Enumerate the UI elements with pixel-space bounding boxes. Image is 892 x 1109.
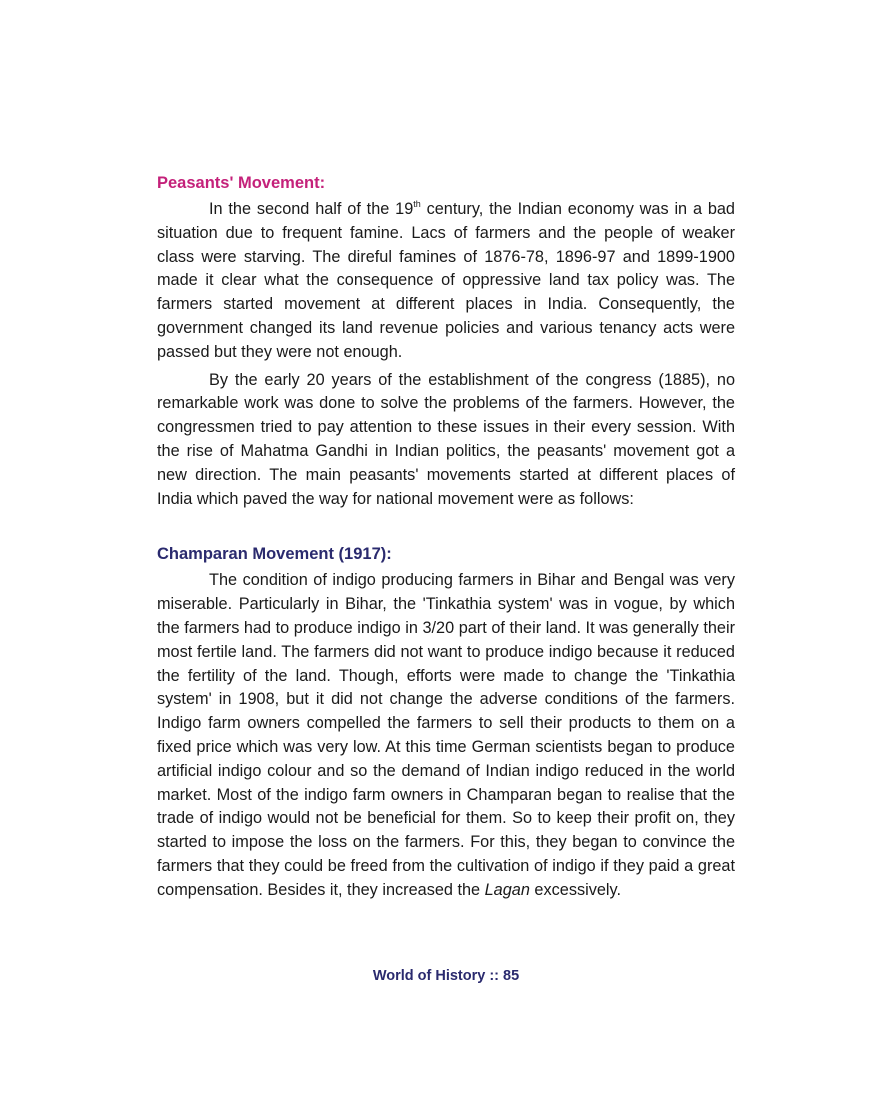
italic-term: Lagan — [484, 880, 530, 899]
paragraph — [157, 569, 735, 902]
superscript: th — [413, 199, 421, 209]
section-heading: Peasants' Movement: — [157, 174, 326, 192]
paragraph-text: The condition of indigo producing farmers in Bihar and Bengal was very miserable. Particularly in Bihar, the 'Tinkathia system' was in vogue, by which the farmers had to produce indigo in 3/20 part of their land. It was generally their most fertile land. The farmers did not want to produce indigo because it reduced the fertility of the land. Though, efforts were made to change the 'Tinkathia system' in 1908, but it did not change the adverse conditions of the farmers. Indigo farm owners compelled the farmers to sell their products to them on a fixed price which was very low. At this time German scientists began to produce artificial indigo colour and so the demand of Indian indigo reduced in the world market. Most of the indigo farm owners in Champaran began to realise that the trade of indigo would not be beneficial for them. So to keep their profit on, they started to impose the loss on the farmers. For this, they began to convince the farmers that they could be freed from the cultivation of indigo if they paid a great compensation. Besides it, they increased the — [157, 571, 735, 899]
section-champaran-movement — [157, 543, 735, 902]
page-footer: World of History :: 85 — [372, 968, 520, 984]
paragraph-text: century, the Indian economy was in a bad situation due to frequent famine. Lacs of farmers and the people of weaker class were starving. The direful famines of 1876-78, 1896-97 and 1899-1900 made it clear what the consequence of oppressive land tax policy was. The farmers started movement at different places in India. Consequently, the government changed its land revenue policies and various tenancy acts were passed but they were not enough. — [157, 200, 735, 361]
paragraph — [157, 198, 735, 365]
page-body — [157, 172, 735, 903]
paragraph-text: In the second half of the 19 — [209, 200, 414, 218]
section-heading: Champaran Movement (1917): — [157, 545, 392, 564]
section-peasants-movement — [157, 172, 735, 511]
paragraph: By the early 20 years of the establishment of the congress (1885), no remarkable work was done to solve the problems of the farmers. However, the congressmen tried to pay attention to these issues in their every session. With the rise of Mahatma Gandhi in Indian politics, the peasants' movement got a new direction. The main peasants' movements started at different places of India which paved the way for national movement were as follows: — [157, 370, 735, 508]
paragraph-text: excessively. — [529, 880, 621, 899]
